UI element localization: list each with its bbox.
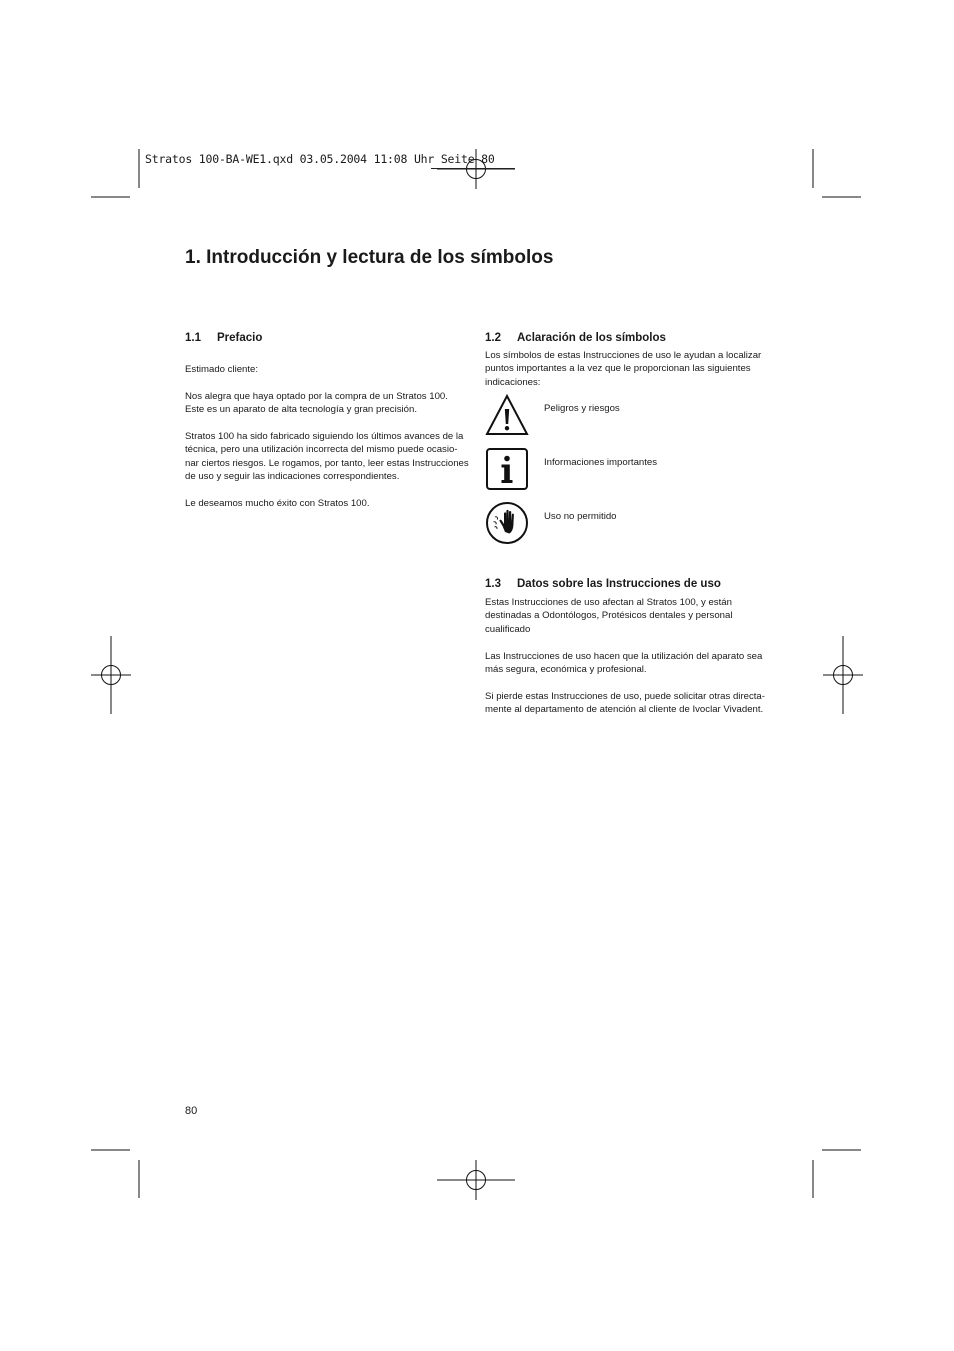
paragraph-line: Estas Instrucciones de uso afectan al Stratos 100, y están [485,597,732,608]
paragraph-line: de uso y seguir las indicaciones correspondientes. [185,471,400,483]
section-number: 1.2 [485,332,501,344]
paragraph-line: Este es un aparato de alta tecnología y gran precisión. [185,404,417,416]
paragraph-line: Las Instrucciones de uso hacen que la utilización del aparato sea [485,650,763,662]
symbol-label-informaciones: Informaciones importantes [544,457,658,468]
paragraph-line: técnica, pero una utilización incorrecta del mismo puede ocasio- [185,444,458,456]
section-number: 1.3 [485,578,501,590]
prefacio-body [185,363,469,510]
page-title: 1. Introducción y lectura de los símbolos [185,247,554,268]
paragraph-line: nar ciertos riesgos. Le rogamos, por tanto, leer estas Instrucciones [185,457,469,469]
section-heading-simbolos [485,332,666,344]
file-slug: Stratos 100-BA-WE1.qxd 03.05.2004 11:08 Uhr Seite 80 [145,152,495,166]
paragraph-line: puntos importantes a la vez que le proporcionan las siguientes [485,363,751,375]
registration-mark-right [823,636,863,714]
page-number: 80 [185,1105,198,1117]
paragraph-line: Nos alegra que haya optado por la compra de un Stratos 100. [185,390,448,402]
symbol-label-peligros: Peligros y riesgos [544,403,620,414]
section-number: 1.1 [185,332,201,344]
section-heading-datos [485,578,721,590]
section-title: Datos sobre las Instrucciones de uso [517,578,721,590]
simbolos-intro [485,349,761,389]
prohibited-hand-icon [485,501,529,545]
registration-mark-left [91,636,131,714]
info-icon [485,447,529,491]
paragraph-line: indicaciones: [485,376,541,388]
datos-body [485,596,765,717]
paragraph-line: Le deseamos mucho éxito con Stratos 100. [185,498,370,510]
paragraph-line: cualificado [485,623,531,635]
slug-underline [431,168,515,169]
paragraph-line: Si pierde estas Instrucciones de uso, puede solicitar otras directa- [485,690,765,702]
symbol-label-uso-no-permitido: Uso no permitido [544,511,617,522]
paragraph-line: Estimado cliente: [185,364,259,375]
paragraph-line: Stratos 100 ha sido fabricado siguiendo los últimos avances de la [185,431,464,442]
warning-triangle-icon [485,393,529,437]
section-title: Prefacio [217,332,263,344]
paragraph-line: más segura, económica y profesional. [485,664,647,676]
paragraph-line: mente al departamento de atención al cliente de Ivoclar Vivadent. [485,704,764,716]
registration-mark-bottom [437,1160,515,1200]
paragraph-line: destinadas a Odontólogos, Protésicos dentales y personal [485,610,733,622]
paragraph-line: Los símbolos de estas Instrucciones de uso le ayudan a localizar [485,350,762,361]
section-heading-prefacio [185,332,262,344]
section-title: Aclaración de los símbolos [517,332,666,344]
